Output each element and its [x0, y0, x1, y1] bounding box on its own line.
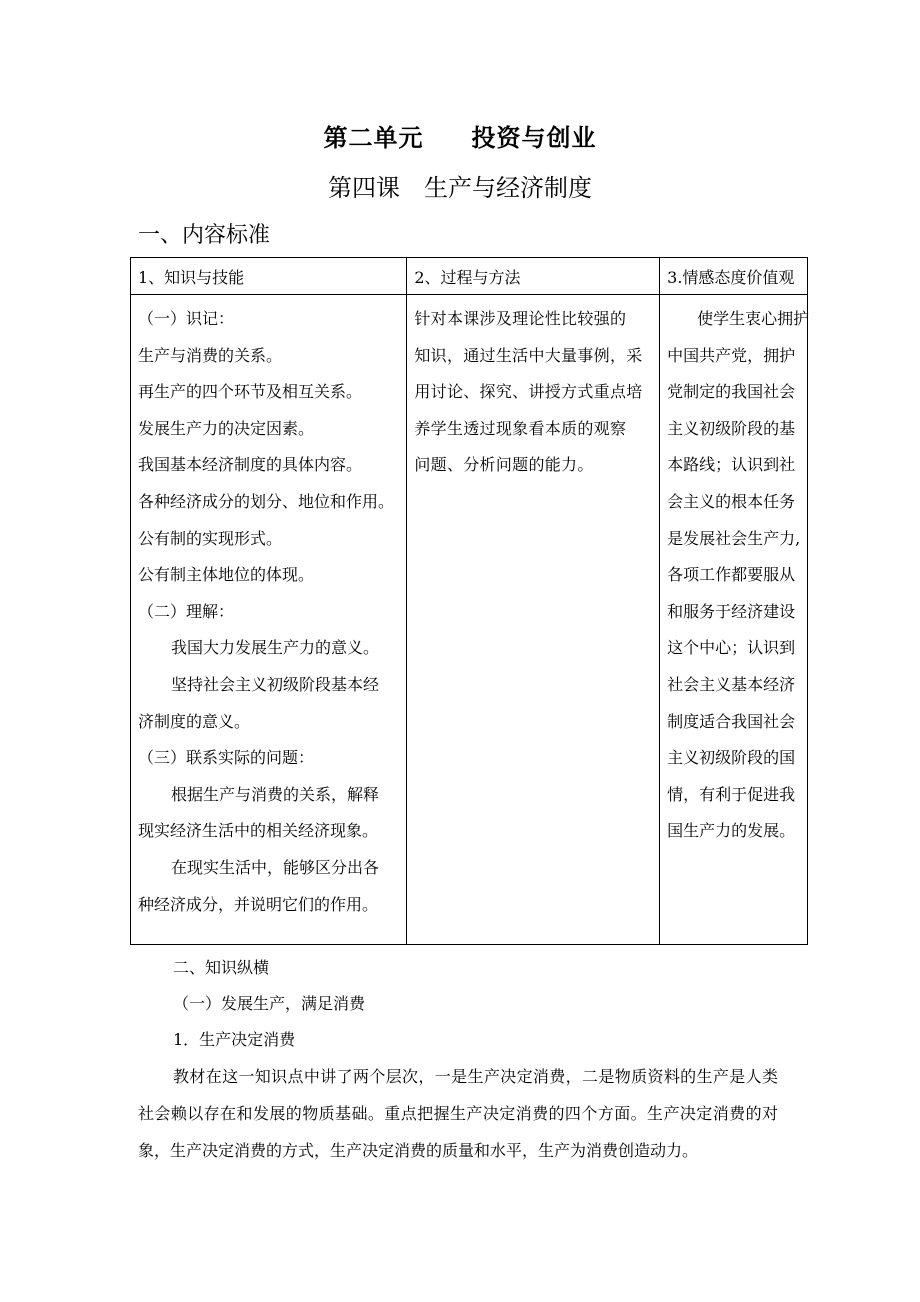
lesson-title [0, 168, 920, 203]
knowledge-section [138, 950, 778, 1169]
list-item: 我国基本经济制度的具体内容。 [138, 455, 363, 475]
list-item: （一）识记： [138, 309, 235, 328]
list-item: 现实经济生活中的相关经济现象。 [138, 821, 379, 841]
header-knowledge-skills: 1、知识与技能 [131, 258, 407, 295]
list-item: 国生产力的发展。 [667, 821, 796, 841]
list-item: 知识，通过生活中大量事例，采 [414, 345, 643, 365]
list-item: 主义初级阶段的国 [667, 748, 796, 768]
list-item: 根据生产与消费的关系，解释 [171, 784, 380, 804]
lesson-name: 生产与经济制度 [424, 174, 592, 202]
point-heading: 1．生产决定消费 [173, 1030, 296, 1049]
header-emotion-values: 3.情感态度价值观 [660, 258, 808, 295]
cell-process [407, 295, 660, 945]
list-item: （二）理解： [138, 601, 235, 621]
list-item: 济制度的意义。 [138, 711, 251, 731]
list-item: 用讨论、探究、讲授方式重点培 [414, 382, 643, 402]
list-item: 情，有利于促进我 [667, 784, 796, 804]
table-header-row [131, 258, 808, 295]
list-item: 公有制主体地位的体现。 [138, 565, 315, 585]
list-item: 是发展社会生产力, [667, 528, 801, 548]
list-item: 我国大力发展生产力的意义。 [171, 638, 380, 658]
list-item: 养学生透过现象看本质的观察 [414, 418, 627, 438]
list-item: 问题、分析问题的能力。 [414, 455, 594, 475]
list-item: 本路线；认识到社 [667, 455, 796, 475]
list-item: 社会主义基本经济 [667, 674, 796, 694]
list-item: 各种经济成分的划分、地位和作用。 [138, 491, 395, 511]
list-item: 制度适合我国社会 [667, 711, 796, 731]
subsection-heading: （一）发展生产，满足消费 [173, 994, 366, 1013]
list-item: 各项工作都要服从 [667, 565, 796, 585]
list-item: 这个中心；认识到 [667, 638, 796, 658]
paragraph: 教材在这一知识点中讲了两个层次，一是生产决定消费，二是物质资料的生产是人类社会赖以存在和发展的物质基础。重点把握生产决定消费的四个方面。生产决定消费的对象，生产决定消费的方式，生产决定消费的质量和水平，生产为消费创造动力。 [138, 1067, 778, 1160]
list-item: 在现实生活中，能够区分出各 [171, 857, 380, 877]
unit-name: 投资与创业 [471, 124, 597, 152]
section-heading-knowledge: 二、知识纵横 [173, 958, 270, 977]
unit-label: 第二单元 [323, 124, 424, 152]
list-item: 会主义的根本任务 [667, 491, 796, 511]
cell-knowledge [131, 295, 407, 945]
list-item: 中国共产党，拥护 [667, 345, 796, 365]
list-item: 公有制的实现形式。 [138, 528, 283, 548]
list-item: 坚持社会主义初级阶段基本经 [171, 674, 380, 694]
list-item: 党制定的我国社会 [667, 382, 796, 402]
list-item: 主义初级阶段的基 [667, 418, 796, 438]
list-item: 再生产的四个环节及相互关系。 [138, 382, 363, 402]
header-process-methods: 2、过程与方法 [407, 258, 660, 295]
table-body-row [131, 295, 808, 945]
list-item: 和服务于经济建设 [667, 601, 796, 621]
list-item: （三）联系实际的问题： [138, 748, 315, 768]
list-item: 发展生产力的决定因素。 [138, 418, 315, 438]
content-standard-table [130, 257, 808, 945]
unit-title [0, 118, 920, 153]
list-item: 生产与消费的关系。 [138, 345, 283, 365]
section-heading-content-standard: 一、内容标准 [138, 223, 271, 248]
cell-values [660, 295, 808, 945]
list-item: 种经济成分，并说明它们的作用。 [138, 894, 379, 914]
list-item: 针对本课涉及理论性比较强的 [414, 309, 627, 328]
lesson-label: 第四课 [328, 174, 400, 202]
list-item: 使学生衷心拥护 [697, 309, 810, 328]
